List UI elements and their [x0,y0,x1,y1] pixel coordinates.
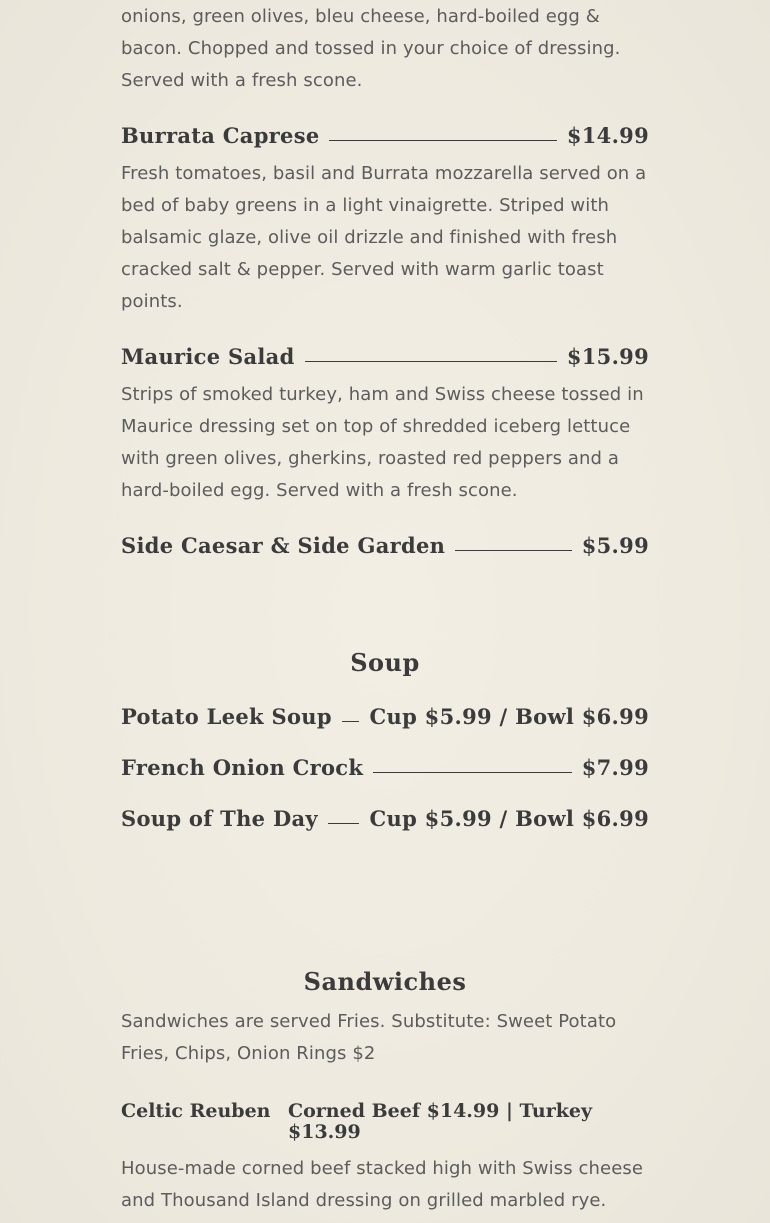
item-price: Cup $5.99 / Bowl $6.99 [369,704,649,729]
item-name: Celtic Reuben [121,1100,271,1122]
item-description: House-made corned beef stacked high with Swiss cheese and Thousand Island dressing on grilled marbled rye. [121,1158,644,1211]
item-name: Potato Leek Soup [121,704,332,729]
menu-item-celtic-reuben [121,1101,649,1217]
sandwiches-note [121,1006,649,1070]
menu-item-burrata-caprese [121,123,649,318]
dotted-leader [342,721,360,722]
dotted-leader [328,823,360,824]
dotted-leader [329,140,556,141]
dotted-leader [373,772,571,773]
item-name: Soup of The Day [121,806,318,831]
item-description: Fresh tomatoes, basil and Burrata mozzarella served on a bed of baby greens in a light vinaigrette. Striped with balsamic glaze, olive oil drizzle and finished with fresh cracked salt & pepper. Served with warm garlic toast points. [121,163,647,312]
section-title-soup: Soup [350,648,420,677]
item-name: French Onion Crock [121,755,364,780]
item-description: Strips of smoked turkey, ham and Swiss cheese tossed in Maurice dressing set on top of shredded iceberg lettuce with green olives, gherkins, roasted red peppers and a hard-boiled egg. Served with a fresh scone. [121,384,644,501]
item-price: Cup $5.99 / Bowl $6.99 [369,806,649,831]
section-title-sandwiches: Sandwiches [303,967,467,996]
menu-item-side-caesar-garden [121,533,649,558]
item-price: $5.99 [581,533,649,558]
item-price: $7.99 [581,755,649,780]
item-price: Corned Beef $14.99 | Turkey $13.99 [288,1100,592,1143]
item-name: Side Caesar & Side Garden [121,533,446,558]
dotted-leader [305,361,557,362]
item-name: Maurice Salad [121,344,295,369]
item-name: Burrata Caprese [121,123,320,148]
menu-item-maurice-salad [121,344,649,507]
dotted-leader [455,550,572,551]
item-description: onions, green olives, bleu cheese, hard-boiled egg & bacon. Chopped and tossed in your choice of dressing. Served with a fresh scone. [121,6,621,91]
menu-item-soup-of-the-day [121,806,649,831]
menu-item-potato-leek-soup [121,704,649,729]
menu-item-french-onion-crock [121,755,649,780]
salad-intro-block [121,1,649,97]
item-price: $15.99 [566,344,649,369]
item-price: $14.99 [566,123,649,148]
section-note: Sandwiches are served Fries. Substitute: Sweet Potato Fries, Chips, Onion Rings $2 [121,1011,617,1064]
